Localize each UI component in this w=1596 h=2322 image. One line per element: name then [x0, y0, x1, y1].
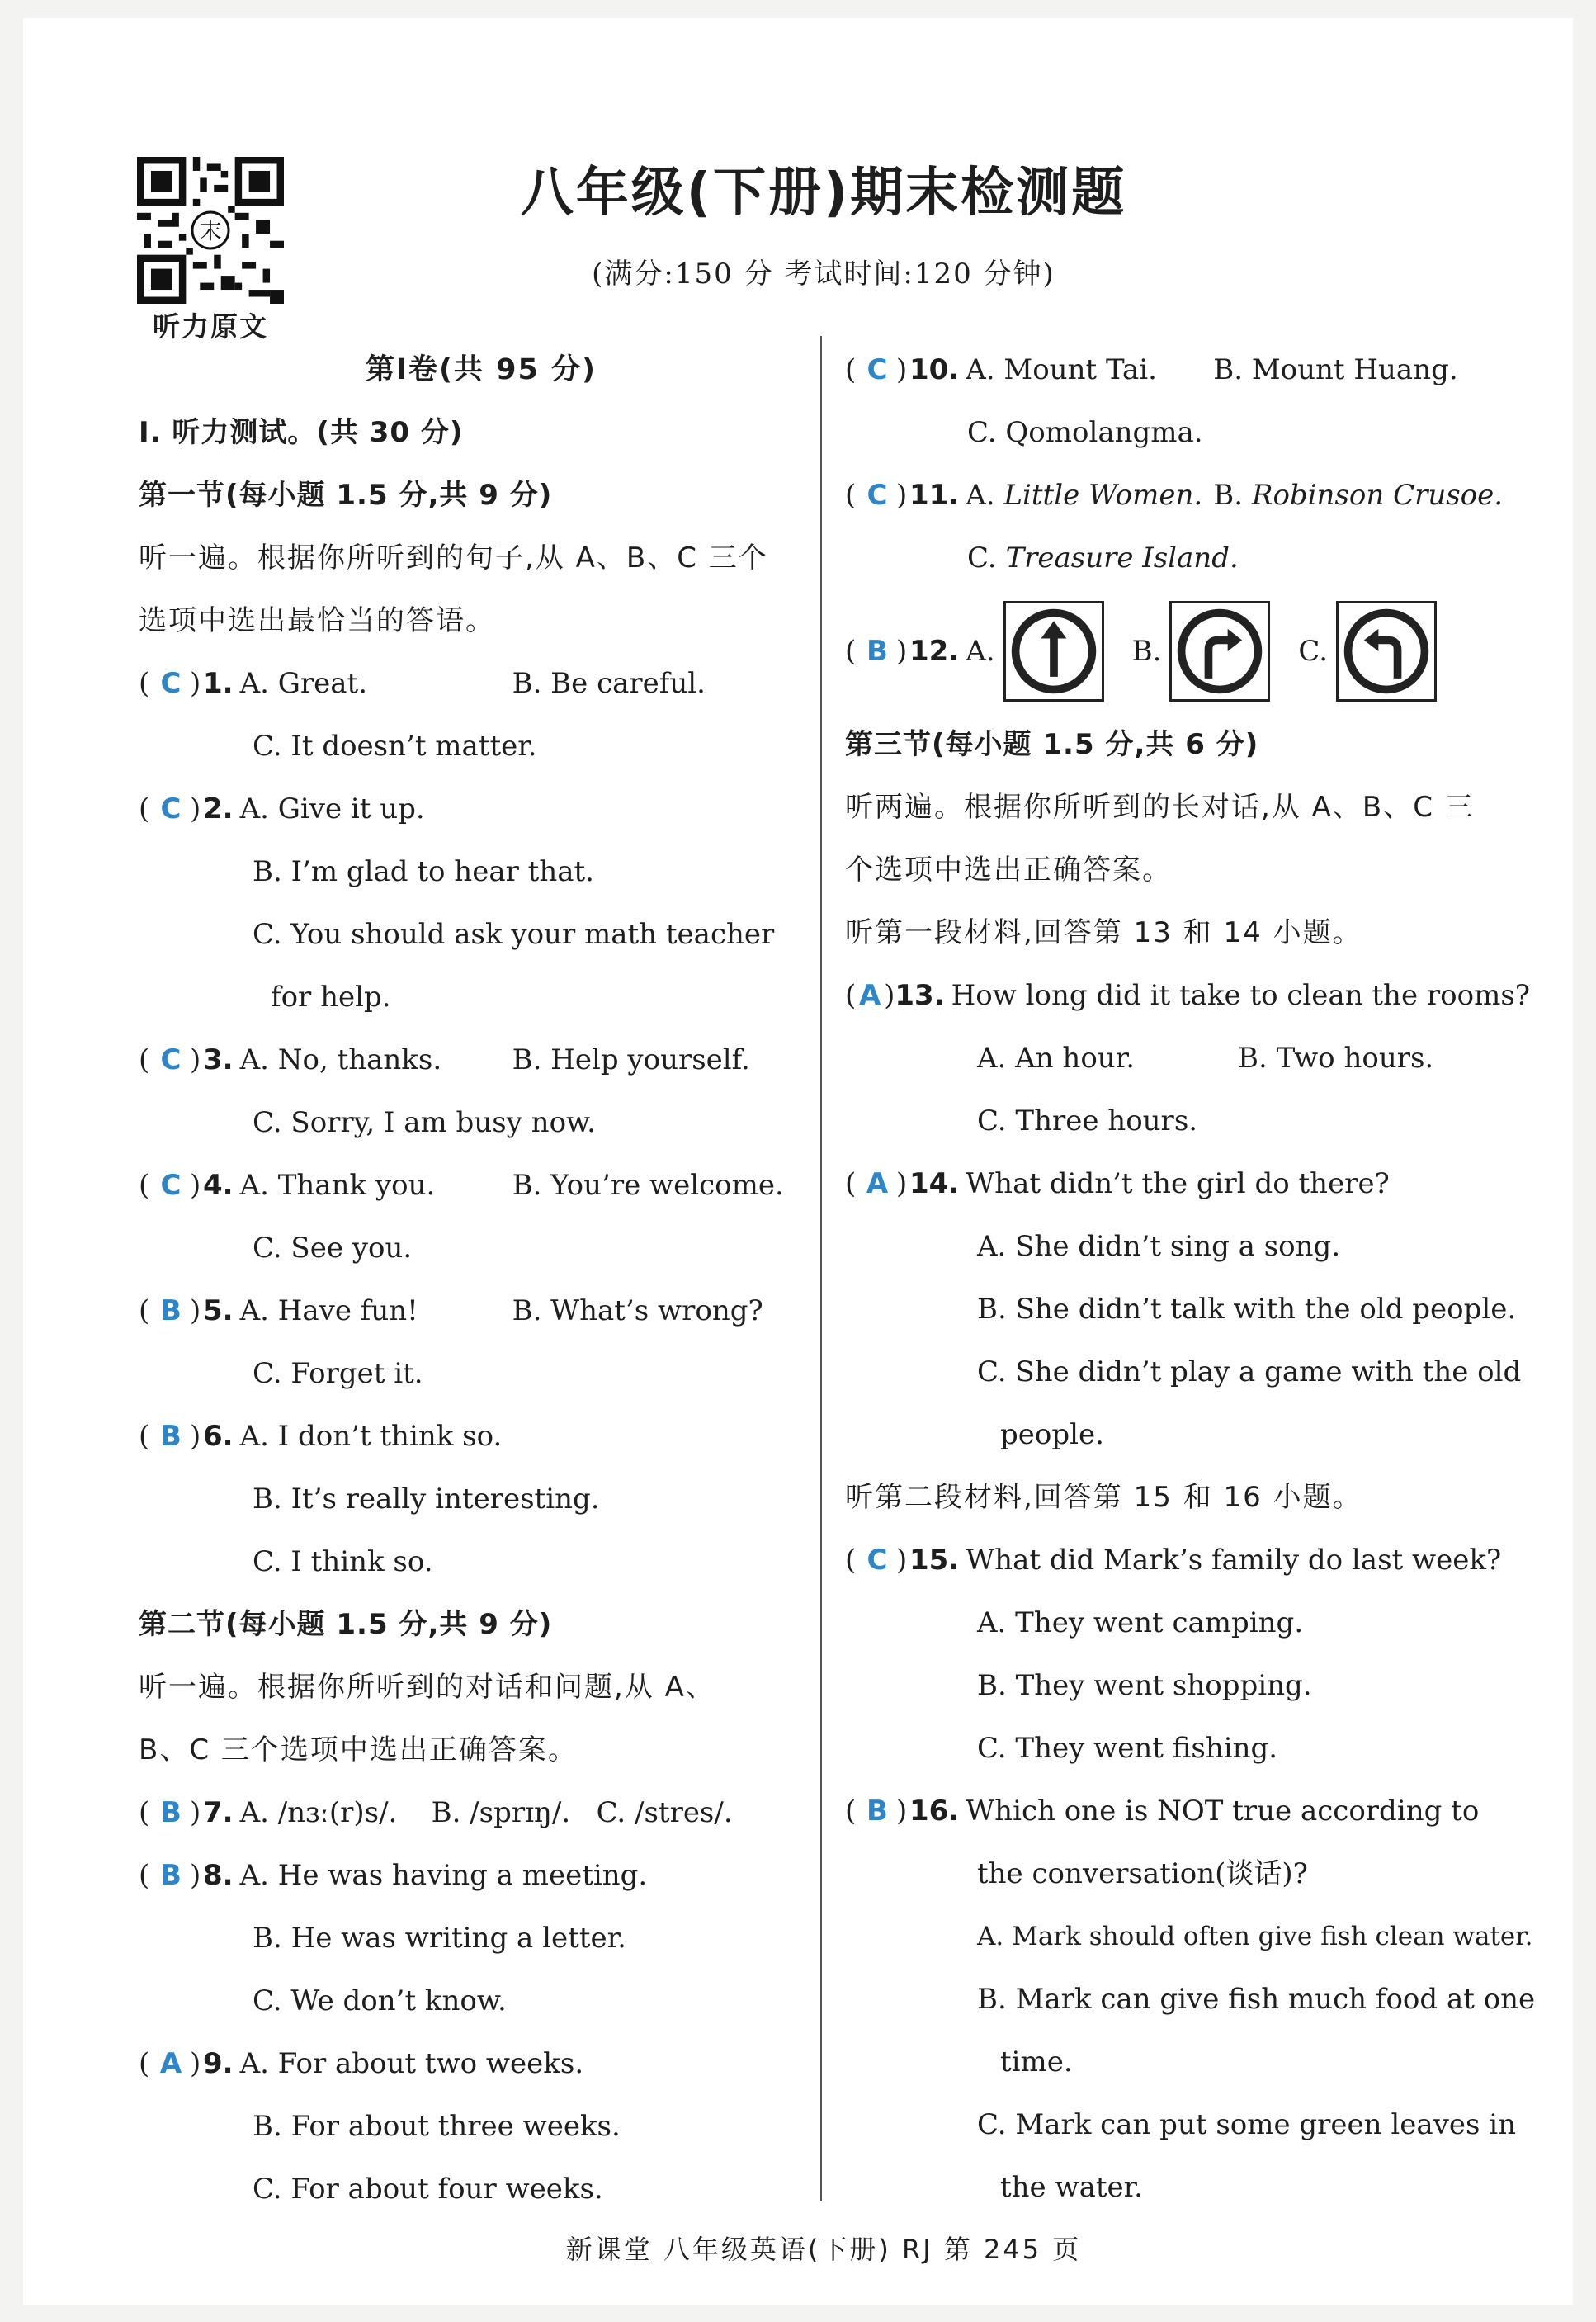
option-b-label: B.: [1131, 635, 1162, 668]
answer-letter: C: [160, 792, 182, 825]
option-c: C. Qomolangma.: [967, 416, 1203, 449]
answer-letter: A: [159, 2047, 182, 2080]
option-c-cont: for help.: [271, 981, 391, 1014]
qr-code[interactable]: [137, 157, 284, 304]
option-b: B. Mark can give fish much food at one: [977, 1983, 1536, 2016]
option-c: C. For about four weeks.: [253, 2173, 603, 2206]
option-b: B. Help yourself.: [512, 1043, 750, 1076]
answer-letter: C: [866, 1544, 888, 1577]
qr-caption: 听力原文: [153, 310, 268, 343]
option-b: B. I’m glad to hear that.: [253, 855, 594, 888]
question-number: 3.: [203, 1043, 234, 1076]
question-9: ( A ) 9. A. For about two weeks.: [139, 2032, 824, 2095]
option-a: A. Have fun!: [239, 1294, 418, 1327]
option-a: A. They went camping.: [977, 1606, 1304, 1639]
exam-info: (满分:150 分 考试时间:120 分钟): [592, 258, 1055, 291]
answer-letter: B: [866, 635, 888, 668]
option-c: C. Mark can put some green leaves in: [977, 2108, 1516, 2141]
question-2: ( C ) 2. A. Give it up.: [139, 778, 824, 840]
option-a: [966, 464, 1213, 527]
option-b: B. /sprɪŋ/.: [431, 1796, 571, 1829]
qr-badge: 末: [199, 219, 222, 245]
question-1: ( C ) 1. A. Great. B. Be careful.: [139, 652, 824, 715]
book-title: Treasure Island.: [1005, 541, 1239, 575]
page-title: 八年级(下册)期末检测题: [520, 163, 1127, 224]
answer-letter: C: [160, 1043, 182, 1076]
instruction-line: 听一遍。根据你所听到的对话和问题,从 A、: [139, 1671, 715, 1704]
question-text: What didn’t the girl do there?: [966, 1167, 1390, 1200]
question-number: 4.: [203, 1169, 234, 1202]
page-footer: 新课堂 八年级英语(下册) RJ 第 245 页: [565, 2234, 1082, 2265]
section-heading: 第三节(每小题 1.5 分,共 6 分): [845, 728, 1259, 761]
option-c: C. See you.: [253, 1232, 413, 1265]
question-number: 5.: [203, 1294, 234, 1327]
answer-letter: B: [160, 1859, 182, 1892]
option-a: A. I don’t think so.: [239, 1420, 503, 1453]
material-heading: 听第二段材料,回答第 15 和 16 小题。: [845, 1481, 1362, 1514]
option-a: A. She didn’t sing a song.: [977, 1230, 1341, 1263]
section-heading: 第一节(每小题 1.5 分,共 9 分): [139, 479, 553, 512]
question-text: How long did it take to clean the rooms?: [951, 979, 1530, 1012]
answer-letter: B: [160, 1420, 182, 1453]
option-label: B.: [1213, 479, 1244, 512]
option-c-cont: people.: [1000, 1418, 1104, 1451]
question-16: ( B ) 16. Which one is NOT true according to: [845, 1780, 1530, 1842]
option-a: A. Mount Tai.: [966, 353, 1157, 386]
option-b-cont: time.: [1000, 2045, 1073, 2078]
option-c: C. Sorry, I am busy now.: [253, 1106, 596, 1139]
book-title: Robinson Crusoe.: [1251, 479, 1504, 512]
option-c: C. /stres/.: [596, 1796, 733, 1829]
option-label: A.: [966, 479, 995, 512]
answer-letter: B: [866, 1795, 888, 1828]
option-c: C. We don’t know.: [253, 1984, 507, 2017]
question-10: ( C ) 10. A. Mount Tai. B. Mount Huang.: [845, 338, 1530, 401]
option-b: B. She didn’t talk with the old people.: [977, 1293, 1517, 1326]
option-c-label: C.: [1298, 635, 1329, 668]
right-column: [845, 338, 1536, 2219]
question-number: 13.: [895, 979, 945, 1012]
option-c: C. It doesn’t matter.: [253, 730, 537, 763]
option-b: B. Be careful.: [512, 667, 706, 700]
answer-letter: A: [866, 1167, 889, 1200]
question-5: ( B ) 5. A. Have fun! B. What’s wrong?: [139, 1279, 824, 1342]
instruction-line: 听一遍。根据你所听到的句子,从 A、B、C 三个: [139, 541, 768, 575]
option-b: B. What’s wrong?: [512, 1294, 763, 1327]
arrow-up-icon: [1003, 601, 1104, 702]
question-3: ( C ) 3. A. No, thanks. B. Help yourself.: [139, 1029, 824, 1091]
options-row: [845, 1027, 1530, 1090]
question-number: 15.: [909, 1544, 960, 1577]
option-a: A. Great.: [239, 667, 368, 700]
option-label: C.: [967, 541, 997, 575]
answer-letter: B: [160, 1294, 182, 1327]
volume-heading: 第Ⅰ卷(共 95 分): [365, 353, 597, 386]
option-a: A. For about two weeks.: [239, 2047, 584, 2080]
option-b: B. Two hours.: [1238, 1042, 1434, 1075]
question-number: 9.: [203, 2047, 234, 2080]
question-12: ( B ) 12. A. B. C.: [845, 589, 1530, 713]
instruction-line: B、C 三个选项中选出正确答案。: [139, 1733, 578, 1766]
question-number: 16.: [909, 1795, 960, 1828]
option-b: B. You’re welcome.: [512, 1169, 784, 1202]
question-number: 7.: [203, 1796, 234, 1829]
instruction-line: 听两遍。根据你所听到的长对话,从 A、B、C 三: [845, 791, 1475, 824]
question-number: 8.: [203, 1859, 234, 1892]
arrow-turn-left-icon: [1336, 601, 1437, 702]
question-8: ( B ) 8. A. He was having a meeting.: [139, 1844, 824, 1907]
answer-letter: C: [160, 1169, 182, 1202]
option-a: A. An hour.: [977, 1042, 1136, 1075]
option-b: [1213, 464, 1503, 527]
answer-letter: B: [160, 1796, 182, 1829]
answer-letter: C: [866, 479, 888, 512]
option-c: [845, 527, 1530, 589]
option-a: A. Mark should often give fish clean water.: [977, 1922, 1533, 1951]
section-heading: 第二节(每小题 1.5 分,共 9 分): [139, 1608, 553, 1641]
option-c: C. I think so.: [253, 1545, 433, 1578]
question-text-cont: the conversation(谈话)?: [977, 1857, 1308, 1890]
question-number: 2.: [203, 792, 234, 825]
option-b: B. It’s really interesting.: [253, 1483, 600, 1516]
question-text: What did Mark’s family do last week?: [966, 1544, 1502, 1577]
option-b: B. They went shopping.: [977, 1669, 1312, 1702]
answer-letter: C: [160, 667, 182, 700]
option-a: A. No, thanks.: [239, 1043, 442, 1076]
question-7: ( B ) 7. A. /nɜː(r)s/. B. /sprɪŋ/. C. /stres/.: [139, 1781, 824, 1844]
option-c: C. They went fishing.: [977, 1732, 1278, 1765]
left-column: [139, 338, 824, 2220]
option-a: A. He was having a meeting.: [239, 1859, 648, 1892]
book-title: Little Women.: [1003, 479, 1203, 512]
option-a-label: A.: [966, 635, 995, 668]
question-number: 14.: [909, 1167, 960, 1200]
material-heading: 听第一段材料,回答第 13 和 14 小题。: [845, 916, 1362, 949]
instruction-line: 选项中选出最恰当的答语。: [139, 604, 495, 637]
option-b: B. He was writing a letter.: [253, 1922, 626, 1955]
option-a: A. Give it up.: [239, 792, 425, 825]
question-number: 12.: [909, 635, 960, 668]
option-c-cont: the water.: [1000, 2171, 1143, 2204]
question-number: 11.: [909, 479, 960, 512]
option-a: A. Thank you.: [239, 1169, 436, 1202]
question-4: ( C ) 4. A. Thank you. B. You’re welcome.: [139, 1154, 824, 1217]
question-number: 6.: [203, 1420, 234, 1453]
option-b: B. For about three weeks.: [253, 2110, 621, 2143]
answer-letter: A: [859, 979, 881, 1012]
option-c: C. Three hours.: [977, 1104, 1198, 1137]
option-c: C. Forget it.: [253, 1357, 423, 1390]
page: [23, 18, 1573, 2305]
question-15: ( C ) 15. What did Mark’s family do last week?: [845, 1529, 1530, 1591]
question-text: Which one is NOT true according to: [966, 1795, 1480, 1828]
question-13: ( A ) 13. How long did it take to clean the rooms?: [845, 964, 1530, 1027]
arrow-turn-right-icon: [1169, 601, 1270, 702]
instruction-line: 个选项中选出正确答案。: [845, 854, 1172, 887]
question-number: 10.: [909, 353, 960, 386]
option-b: B. Mount Huang.: [1213, 353, 1458, 386]
question-number: 1.: [203, 667, 234, 700]
question-11: ( C ) 11. A. Little Women. B. Robinson Crusoe.: [845, 464, 1530, 527]
part-heading: Ⅰ. 听力测试。(共 30 分): [139, 416, 464, 449]
question-6: ( B ) 6. A. I don’t think so.: [139, 1405, 824, 1468]
option-a: A. /nɜː(r)s/.: [239, 1796, 398, 1829]
option-c: C. You should ask your math teacher: [253, 918, 775, 951]
question-14: ( A ) 14. What didn’t the girl do there?: [845, 1152, 1530, 1215]
option-c: C. She didn’t play a game with the old: [977, 1355, 1522, 1388]
answer-letter: C: [866, 353, 888, 386]
